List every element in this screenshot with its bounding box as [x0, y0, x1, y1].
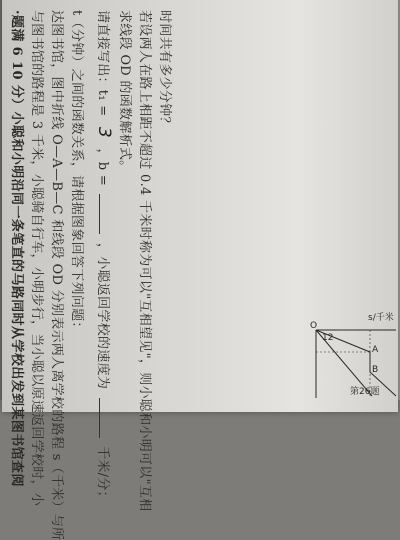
question-1-prefix: 请直接写出：t₁ =	[95, 10, 110, 117]
question-1-unit: 千米/分；	[95, 446, 110, 504]
answer-blank	[99, 194, 110, 234]
s-axis-label: s/千米	[368, 313, 394, 323]
handwritten-answer: 3	[94, 126, 114, 139]
question-1-suffix: ，小聪返回学校的速度为	[95, 242, 110, 390]
distance-time-graph	[310, 300, 400, 400]
answer-blank	[99, 398, 110, 438]
origin-label: O	[310, 321, 318, 331]
problem-line-3: t（分钟）之间的函数关系，请根据图象回答下列问题：	[69, 10, 84, 335]
x-tick-label: 12	[322, 333, 334, 343]
question-3: 若设两人在路上相距不超过 0.4 千米时称为可以"互相望见"，则小聪和小明可以"互相	[137, 10, 152, 512]
question-3-continued: 时间共有多少分钟？	[157, 10, 172, 130]
question-1-middle: ，b =	[95, 148, 110, 187]
point-b-label: B	[372, 365, 379, 375]
figure-caption: 第26题	[350, 387, 380, 397]
problem-line-2: 达图书馆，图中折线 O—A—B—C 和线段 OD 分别表示两人离学校的路程 s（千米）与所	[49, 10, 64, 540]
question-1	[94, 10, 114, 504]
problem-header: ·题满 6 10 分）小聪和小明沿同一条笔直的马路同时从学校出发到某图书馆查阅	[9, 10, 24, 487]
point-a-label: A	[372, 345, 379, 355]
problem-line-1: 与图书馆的路程是 3 千米，小聪骑自行车，小明步行，当小聪以原速返回学校时，小	[29, 10, 44, 507]
question-2: 求线段 OD 的函数解析式。	[117, 10, 132, 174]
